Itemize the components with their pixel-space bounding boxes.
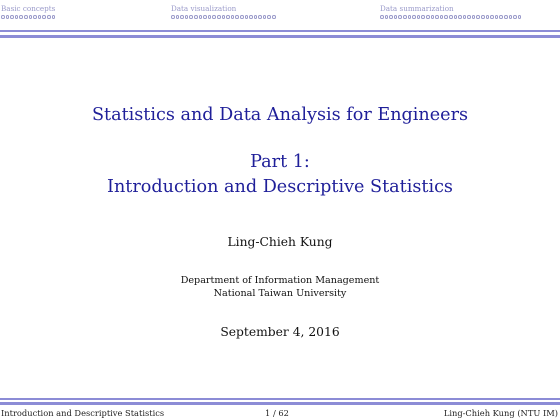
- nav-slide-dot[interactable]: [380, 15, 384, 19]
- author-name: Ling-Chieh Kung: [227, 235, 333, 249]
- nav-slide-dot[interactable]: [421, 15, 425, 19]
- nav-slide-dot[interactable]: [449, 15, 453, 19]
- nav-slide-dot[interactable]: [398, 15, 402, 19]
- footer-bar: [0, 406, 560, 420]
- nav-slide-dot[interactable]: [15, 15, 19, 19]
- nav-slide-dot[interactable]: [513, 15, 517, 19]
- nav-section-data-summarization[interactable]: [380, 4, 558, 26]
- footer-rule-thin: [0, 398, 560, 400]
- nav-slide-dot[interactable]: [463, 15, 467, 19]
- nav-slide-dot[interactable]: [222, 15, 226, 19]
- nav-slide-dot[interactable]: [412, 15, 416, 19]
- nav-slide-dot[interactable]: [444, 15, 448, 19]
- nav-slide-dot[interactable]: [203, 15, 207, 19]
- nav-slide-dot[interactable]: [249, 15, 253, 19]
- nav-slide-dot[interactable]: [212, 15, 216, 19]
- footer-rule-thick: [0, 402, 560, 405]
- presentation-title: Statistics and Data Analysis for Engineers: [91, 105, 469, 125]
- footer-short-title: Introduction and Descriptive Statistics: [1, 408, 165, 418]
- nav-slide-dot[interactable]: [240, 15, 244, 19]
- nav-slide-dot[interactable]: [490, 15, 494, 19]
- nav-slide-dot[interactable]: [495, 15, 499, 19]
- nav-slide-dot[interactable]: [235, 15, 239, 19]
- nav-slide-dot[interactable]: [231, 15, 235, 19]
- nav-slide-dot[interactable]: [199, 15, 203, 19]
- nav-slide-dots: [380, 15, 558, 19]
- nav-slide-dots: [171, 15, 361, 19]
- nav-slide-dot[interactable]: [385, 15, 389, 19]
- nav-slide-dot[interactable]: [189, 15, 193, 19]
- footer-page-indicator: 1 / 62: [265, 408, 289, 418]
- presentation-subtitle: [0, 150, 560, 200]
- institute: [0, 275, 560, 300]
- nav-slide-dot[interactable]: [226, 15, 230, 19]
- nav-slide-dot[interactable]: [217, 15, 221, 19]
- nav-slide-dot[interactable]: [431, 15, 435, 19]
- institute-department: Department of Information Management: [180, 275, 380, 286]
- nav-section-label[interactable]: Data visualization: [171, 4, 237, 13]
- nav-slide-dot[interactable]: [486, 15, 490, 19]
- nav-slide-dot[interactable]: [440, 15, 444, 19]
- nav-slide-dot[interactable]: [42, 15, 46, 19]
- nav-slide-dot[interactable]: [6, 15, 10, 19]
- institute-university: National Taiwan University: [213, 287, 347, 299]
- nav-slide-dot[interactable]: [518, 15, 522, 19]
- presentation-date: September 4, 2016: [220, 325, 340, 339]
- nav-slide-dot[interactable]: [24, 15, 28, 19]
- nav-slide-dot[interactable]: [176, 15, 180, 19]
- nav-slide-dot[interactable]: [509, 15, 513, 19]
- nav-slide-dot[interactable]: [454, 15, 458, 19]
- nav-slide-dot[interactable]: [185, 15, 189, 19]
- nav-slide-dot[interactable]: [1, 15, 5, 19]
- nav-slide-dot[interactable]: [19, 15, 23, 19]
- nav-slide-dot[interactable]: [435, 15, 439, 19]
- nav-slide-dot[interactable]: [33, 15, 37, 19]
- nav-slide-dot[interactable]: [245, 15, 249, 19]
- nav-slide-dot[interactable]: [194, 15, 198, 19]
- nav-slide-dot[interactable]: [403, 15, 407, 19]
- nav-slide-dot[interactable]: [208, 15, 212, 19]
- subtitle-line-part: Part 1:: [250, 152, 310, 172]
- nav-slide-dot[interactable]: [504, 15, 508, 19]
- nav-slide-dot[interactable]: [394, 15, 398, 19]
- nav-slide-dot[interactable]: [52, 15, 56, 19]
- header-rule-thick: [0, 35, 560, 38]
- section-navigation: [0, 0, 560, 30]
- nav-slide-dot[interactable]: [481, 15, 485, 19]
- nav-slide-dot[interactable]: [258, 15, 262, 19]
- subtitle-line-topic: Introduction and Descriptive Statistics: [107, 177, 453, 197]
- nav-slide-dot[interactable]: [472, 15, 476, 19]
- nav-slide-dot[interactable]: [467, 15, 471, 19]
- nav-slide-dot[interactable]: [272, 15, 276, 19]
- nav-slide-dot[interactable]: [408, 15, 412, 19]
- header-rule-thin: [0, 30, 560, 32]
- nav-slide-dot[interactable]: [417, 15, 421, 19]
- nav-section-label[interactable]: Data summarization: [380, 4, 454, 13]
- nav-slide-dot[interactable]: [476, 15, 480, 19]
- nav-slide-dot[interactable]: [389, 15, 393, 19]
- nav-slide-dot[interactable]: [267, 15, 271, 19]
- nav-slide-dot[interactable]: [38, 15, 42, 19]
- nav-slide-dot[interactable]: [10, 15, 14, 19]
- nav-section-data-visualization[interactable]: [171, 4, 361, 26]
- footer-short-author: Ling-Chieh Kung (NTU IM): [443, 408, 558, 418]
- nav-slide-dot[interactable]: [171, 15, 175, 19]
- nav-slide-dots: [1, 15, 151, 19]
- nav-slide-dot[interactable]: [426, 15, 430, 19]
- nav-section-basic-concepts[interactable]: [1, 4, 151, 26]
- nav-slide-dot[interactable]: [263, 15, 267, 19]
- nav-slide-dot[interactable]: [458, 15, 462, 19]
- nav-slide-dot[interactable]: [499, 15, 503, 19]
- nav-section-label[interactable]: Basic concepts: [1, 4, 56, 13]
- nav-slide-dot[interactable]: [29, 15, 33, 19]
- nav-slide-dot[interactable]: [180, 15, 184, 19]
- nav-slide-dot[interactable]: [254, 15, 258, 19]
- nav-slide-dot[interactable]: [47, 15, 51, 19]
